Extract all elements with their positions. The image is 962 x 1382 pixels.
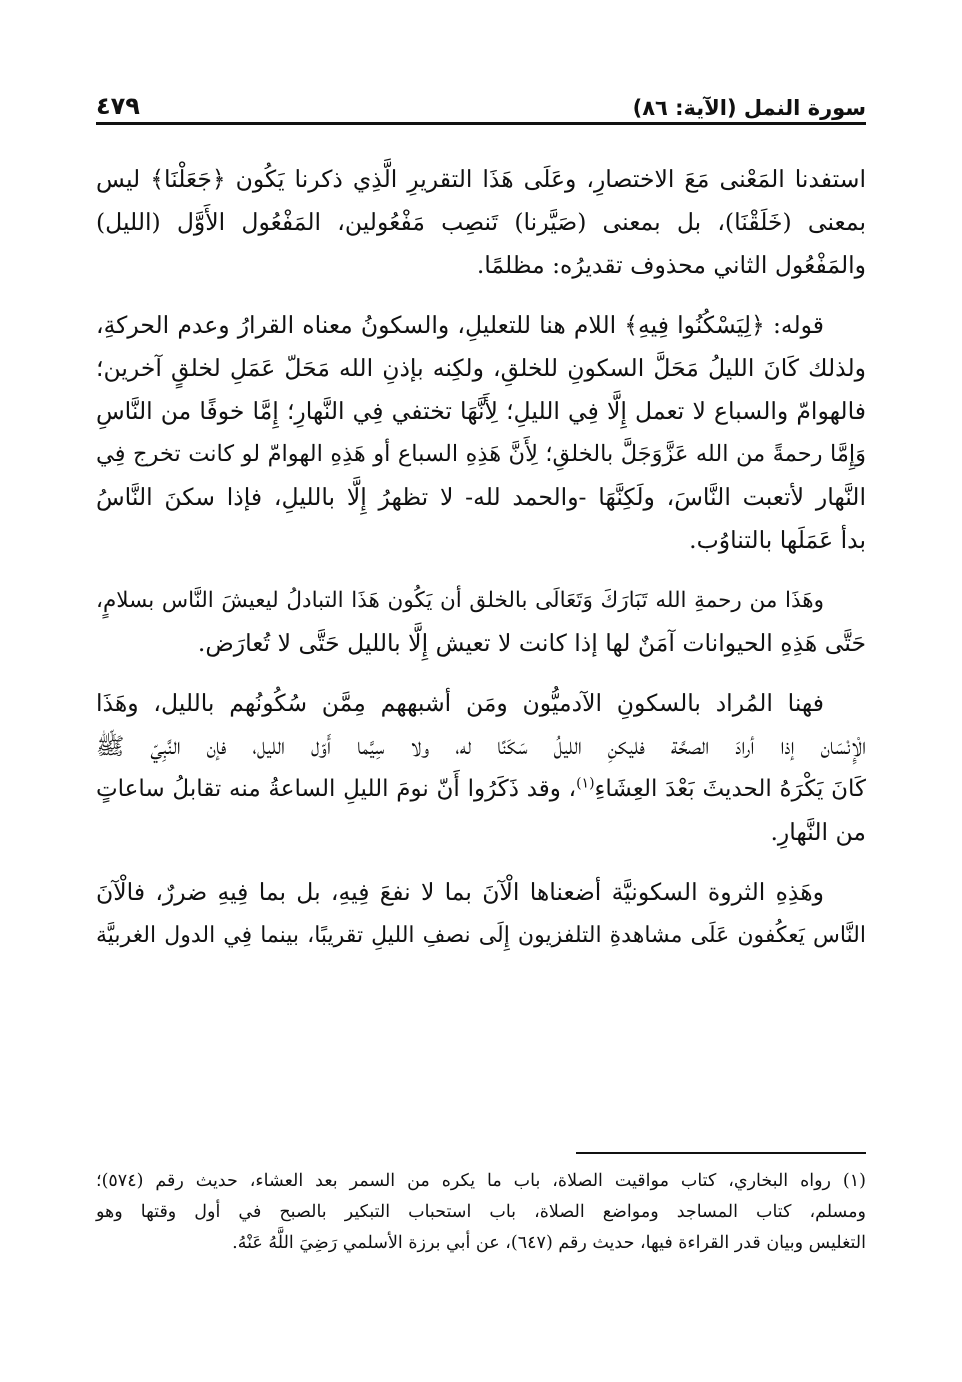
text-fragment: كَانَ يَكْرَهُ الحديثَ بَعْدَ العِشَاءِ <box>594 776 866 802</box>
paragraph-4 <box>96 682 866 854</box>
text-line: بدأ عَمَلَها بالتناوُب. <box>689 526 866 554</box>
paragraph-1 <box>96 158 866 287</box>
text-line: وهَذِهِ الثروة السكونيَّة أضعناها الْآنَ بما لا نفعَ فِيهِ، بل بما فِيهِ ضررٌ، فالْآنَ <box>96 878 824 906</box>
footnote-line: التغليس وبيان قدر القراءة فيها، حديث رقم (٦٤٧)، عن أبي برزة الأسلمي رَضِيَ اللَّهُ عَنْهُ. <box>232 1233 866 1253</box>
text-line: وَإِمَّا رحمةً من الله عَزَّوَجَلَّ بالخلقِ؛ لِأَنَّ هَذِهِ السباع أو هَذِهِ الهوامّ لو كانت تخرج فِي <box>96 441 866 467</box>
page-header <box>96 84 866 125</box>
text-line: فالهوامّ والسباع لا تعمل إِلَّا فِي الليلِ؛ لِأَنَّهَا تختفي فِي النَّهارِ؛ إِمَّا خوفًا من النَّاسِ <box>96 397 866 425</box>
footnote-line: (١) رواه البخاري، كتاب مواقيت الصلاة، باب ما يكره من السمر بعد العشاء، حديث رقم (٥٧٤)؛ <box>96 1171 866 1191</box>
text-line: الْإِنْسَان إذا أرادَ الصحَّة فليكنِ الليلُ سَكَنًا له، ولا سِيَّما أَوّل الليل، فإن النَّبِيّ ﷺ <box>96 732 866 760</box>
paragraph-3 <box>96 579 866 665</box>
main-text <box>96 158 866 974</box>
footnotes <box>96 1166 866 1259</box>
text-line: فهنا المُراد بالسكونِ الآدميُّون ومَن أشبههم مِمَّن سُكُونُهم بالليل، وهَذَا <box>96 689 824 717</box>
text-line: استفدنا المَعْنى مَعَ الاختصارِ، وعَلَى هَذَا التقريرِ الَّذِي ذكرنا يَكُون ﴿جَعَلْنَا﴾ ليس <box>96 165 866 193</box>
text-line: النَّهار لأتعبت النَّاسَ، ولَكِنَّهَا -والحمد لله- لا تظهرُ إِلَّا بالليلِ، فإذا سكنَ النَّاسُ <box>96 483 866 511</box>
paragraph-2 <box>96 304 866 562</box>
paragraph-5 <box>96 871 866 957</box>
footnote-marker[interactable]: (١) <box>576 775 595 792</box>
page-number: ٤٧٩ <box>96 92 140 120</box>
text-line: قوله: ﴿لِيَسْكُنُوا فِيهِ﴾ اللام هنا للتعليلِ، والسكونُ معناه القرارُ وعدم الحركةِ، <box>96 311 824 339</box>
footnote-line: ومسلم، كتاب المساجد ومواضع الصلاة، باب استحباب التبكير بالصبح في أول وقتها وهو <box>96 1202 866 1222</box>
text-line-with-footnote <box>96 768 866 811</box>
footnote-divider <box>576 1152 866 1154</box>
text-line: ولذلك كَانَ الليلُ مَحَلَّ السكونِ للخلقِ، ولكِنه بإذنِ الله مَحَلّ عَمَلِ لخلقٍ آخرين؛ <box>96 354 866 382</box>
text-fragment: ، وقد ذَكَرُوا أَنّ نومَ الليلِ الساعةُ منه تقابلُ ساعاتٍ <box>96 776 577 802</box>
text-line: النَّاس يَعكُفون عَلَى مشاهدةِ التلفزيون إِلَى نصفِ الليلِ تقريبًا، بينما فِي الدول الغربيَّة <box>96 923 866 948</box>
text-line: والمَفْعُول الثاني محذوف تقديرُه: مظلمًا. <box>476 251 866 279</box>
text-line: حَتَّى هَذِهِ الحيوانات آمَنٌ لها إذا كانت لا تعيش إِلَّا بالليل حَتَّى لا تُعارَض. <box>197 629 866 657</box>
text-line: بمعنى (خَلَقْنَا)، بل بمعنى (صَيَّرنا) تَنصِب مَفْعُولين، المَفْعُول الأَوَّل (الليل) <box>96 208 866 236</box>
text-line: من النَّهارِ. <box>770 818 866 846</box>
surah-title: سورة النمل (الآية: ٨٦) <box>632 96 866 120</box>
text-line: وهَذَا من رحمةِ الله تَبَارَكَ وَتَعَالَى بالخلق أن يَكُون هَذَا التبادلُ ليعيشَ النَّاس بسلامٍ، <box>96 588 824 613</box>
